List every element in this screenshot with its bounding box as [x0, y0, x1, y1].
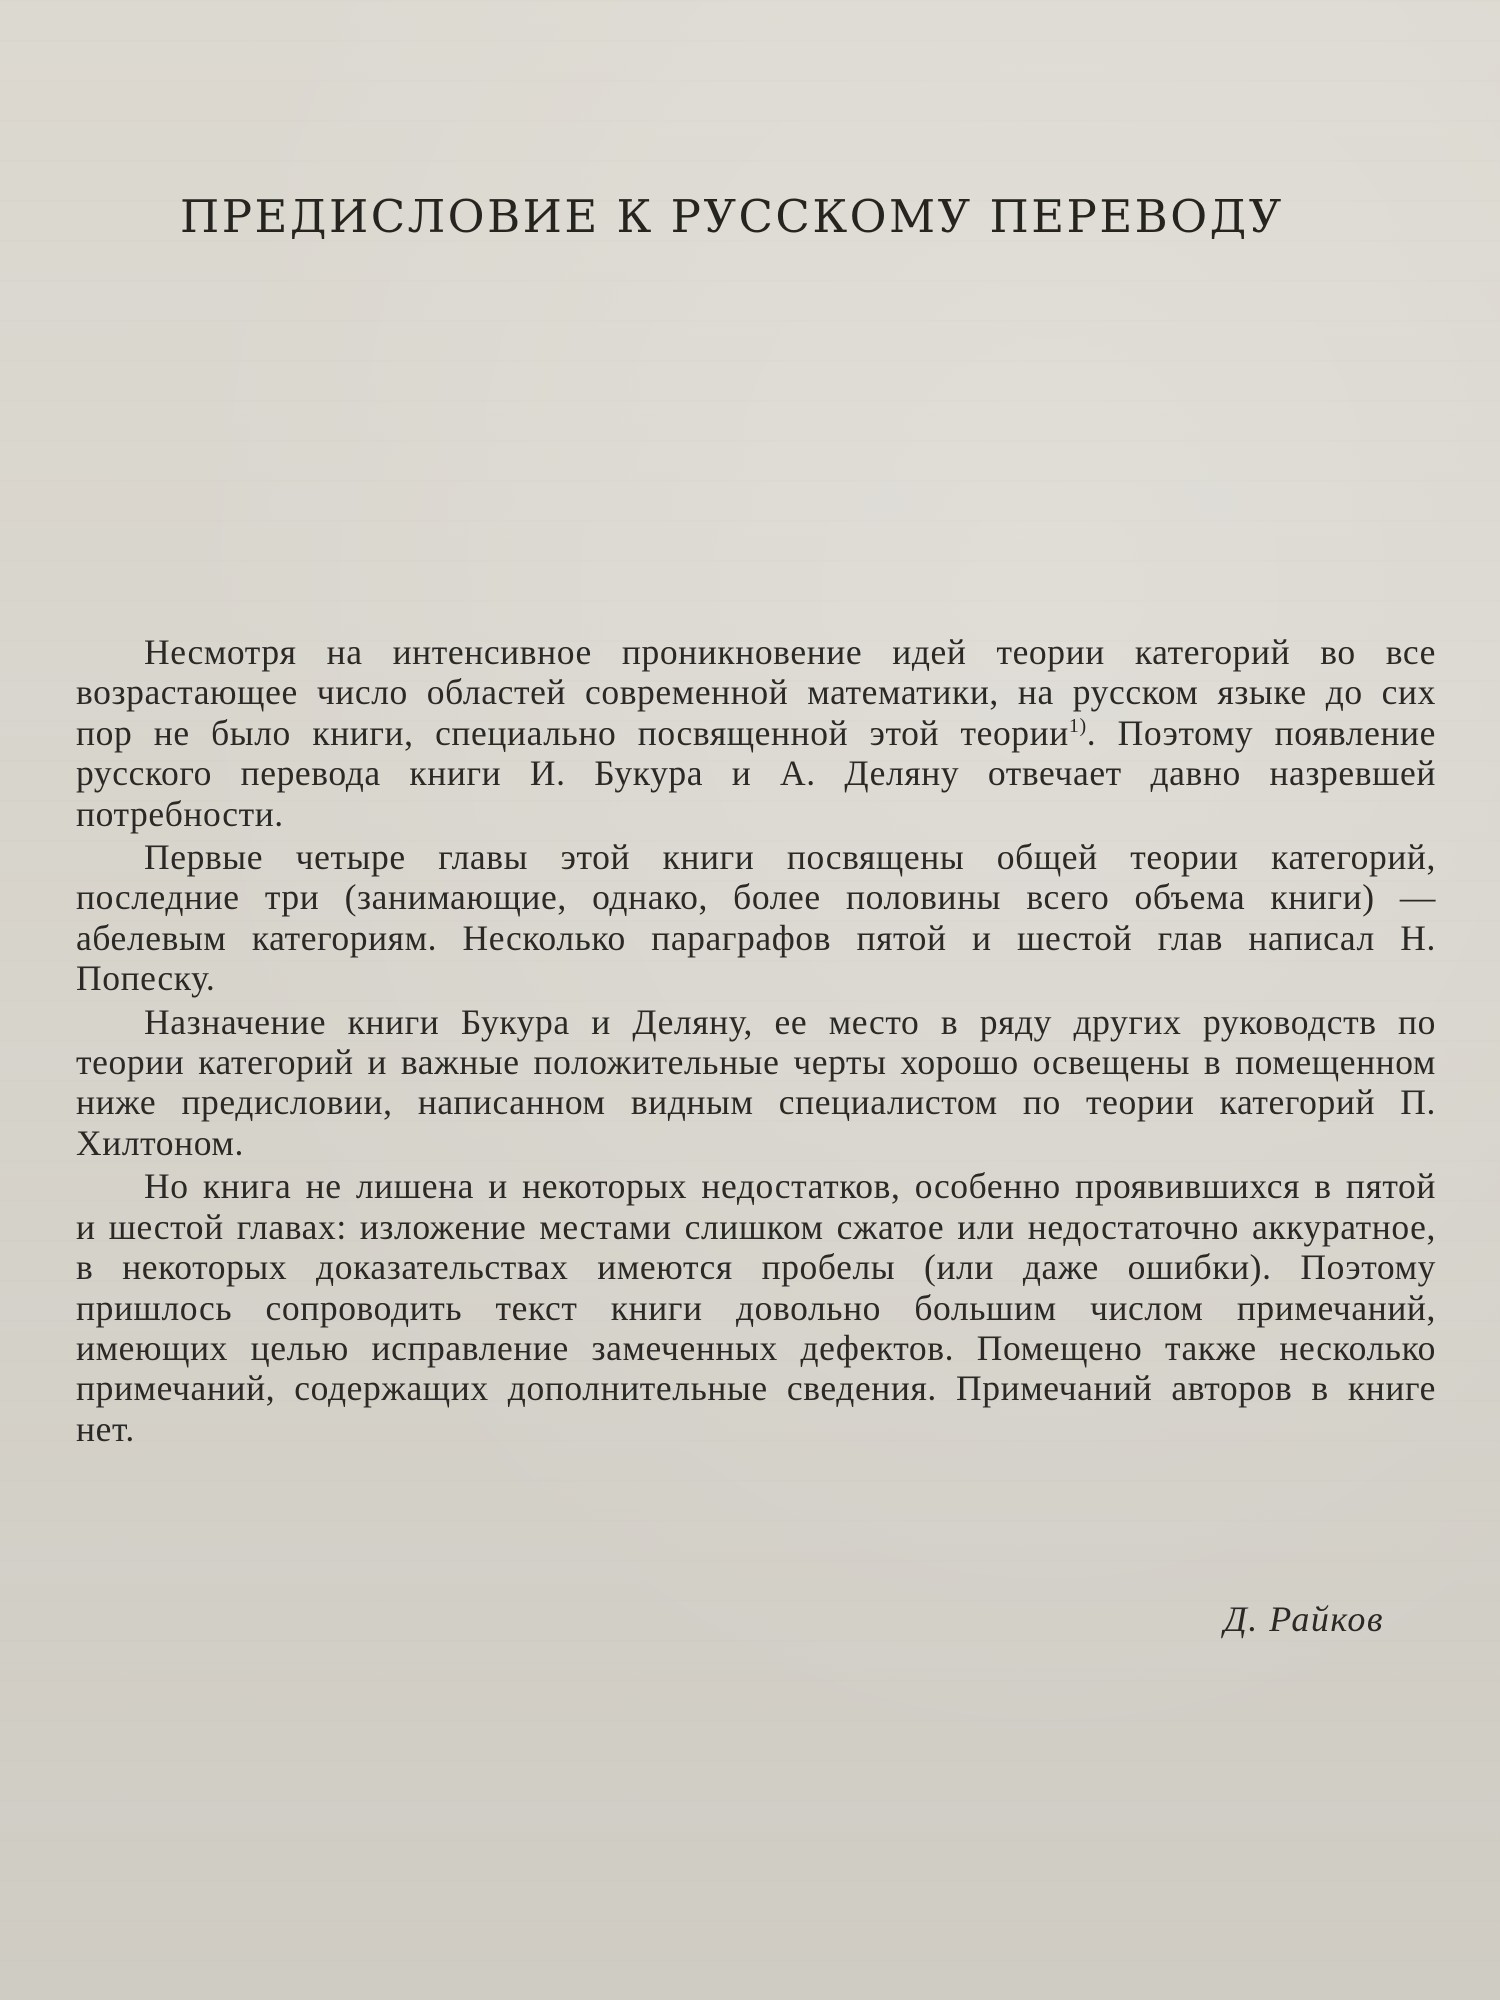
footnote-marker: 1)	[1068, 714, 1087, 737]
author-signature: Д. Райков	[1223, 1599, 1384, 1639]
preface-body	[76, 632, 1436, 1452]
paragraph-1	[76, 632, 1436, 834]
page-title: ПРЕДИСЛОВИЕ К РУССКОМУ ПЕРЕВОДУ	[180, 190, 1284, 243]
paragraph-3: Назначение книги Букура и Деляну, ее место в ряду других руководств по теории категорий и важные положительные черты хорошо освещены в помещенном ниже предисловии, написанном видным специалистом по теории категорий П. Хилтоном.	[76, 1001, 1436, 1163]
paragraph-2: Первые четыре главы этой книги посвящены общей теории категорий, последние три (занимающие, однако, более половины всего объема книги) — абелевым категориям. Несколько параграфов пятой и шестой глав написал Н. Попеску.	[76, 837, 1436, 999]
paragraph-1-text-continued: . Поэтому появление русского перевода книги И. Букура и А. Деляну отвечает давно назревшей потребности.	[76, 712, 1436, 834]
paragraph-4: Но книга не лишена и некоторых недостатков, особенно проявившихся в пятой и шестой главах: изложение местами слишком сжатое или недостаточно аккуратное, в некоторых доказательствах имеются пробелы (или даже ошибки). Поэтому пришлось сопроводить текст книги довольно большим числом примечаний, имеющих целью исправление замеченных дефектов. Помещено также несколько примечаний, содержащих дополнительные сведения. Примечаний авторов в книге нет.	[76, 1166, 1436, 1449]
paragraph-1-text: Несмотря на интенсивное проникновение идей теории категорий во все возрастающее число областей современной математики, на русском языке до сих пор не было книги, специально посвященной этой теории	[76, 632, 1436, 753]
